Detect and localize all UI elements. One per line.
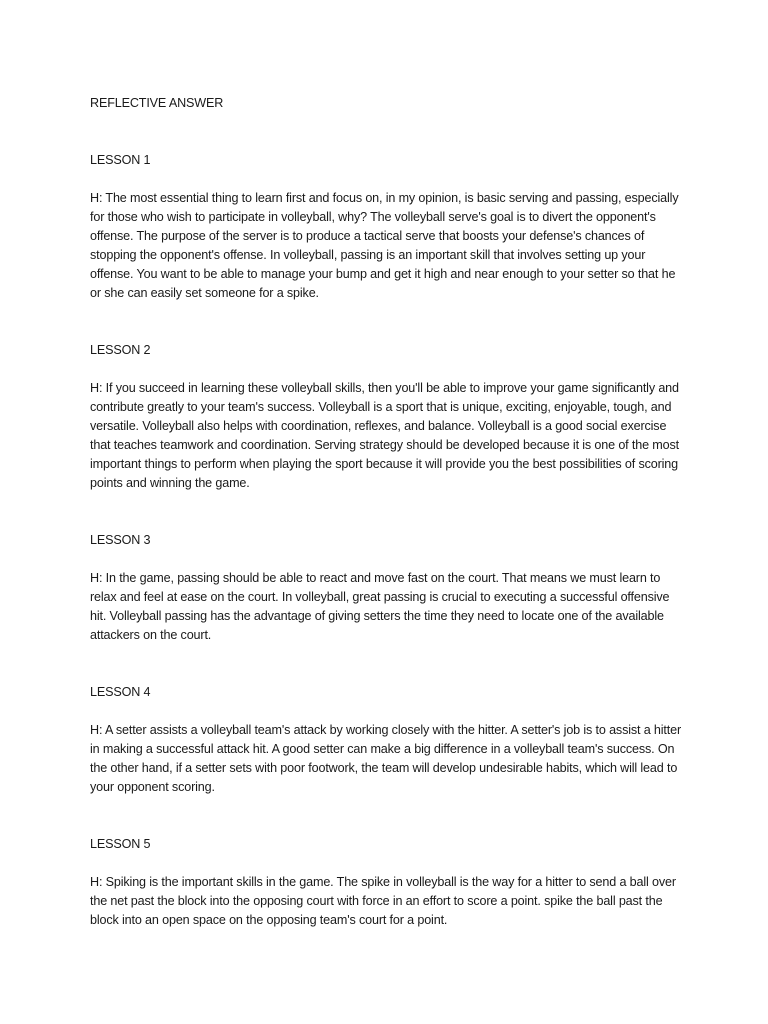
- lesson-heading: LESSON 4: [90, 685, 151, 699]
- lesson-heading: LESSON 1: [90, 153, 151, 167]
- lesson-answer: H: If you succeed in learning these volleyball skills, then you'll be able to improve your game significantly and contribute greatly to your team's success. Volleyball is a sport that is unique, exciting, enjoyable, tough, and versatile. Volleyball also helps with coordination, reflexes, and balance. Volleyball is a good social exercise that teaches teamwork and coordination. Serving strategy should be developed because it is one of the most important things to perform when playing the sport because it will provide you the best possibilities of scoring points and winning the game.: [90, 381, 679, 490]
- document-page: [90, 94, 686, 968]
- lesson-answer: H: The most essential thing to learn first and focus on, in my opinion, is basic serving and passing, especially for those who wish to participate in volleyball, why? The volleyball serve's goal is to divert the opponent's offense. The purpose of the server is to produce a tactical serve that boosts your defense's chances of stopping the opponent's offense. In volleyball, passing is an important skill that involves setting up your offense. You want to be able to manage your bump and get it high and near enough to your setter so that he or she can easily set someone for a spike.: [90, 191, 679, 300]
- lesson-1: [90, 151, 686, 303]
- lesson-4: [90, 683, 686, 797]
- lesson-heading: LESSON 5: [90, 837, 151, 851]
- document-title: REFLECTIVE ANSWER: [90, 96, 224, 110]
- lesson-answer: H: In the game, passing should be able to react and move fast on the court. That means we must learn to relax and feel at ease on the court. In volleyball, great passing is crucial to executing a successful offensive hit. Volleyball passing has the advantage of giving setters the time they need to locate one of the available attackers on the court.: [90, 571, 670, 642]
- lesson-heading: LESSON 2: [90, 343, 151, 357]
- lesson-2: [90, 341, 686, 493]
- lesson-answer: H: A setter assists a volleyball team's attack by working closely with the hitter. A setter's job is to assist a hitter in making a successful attack hit. A good setter can make a big difference in a volleyball team's success. On the other hand, if a setter sets with poor footwork, the team will develop undesirable habits, which will lead to your opponent scoring.: [90, 723, 682, 794]
- lesson-heading: LESSON 3: [90, 533, 151, 547]
- lesson-3: [90, 531, 686, 645]
- lesson-answer: H: Spiking is the important skills in the game. The spike in volleyball is the way for a hitter to send a ball over the net past the block into the opposing court with force in an effort to score a point. spike the ball past the block into an open space on the opposing team's court for a point.: [90, 875, 676, 927]
- lesson-5: [90, 835, 686, 930]
